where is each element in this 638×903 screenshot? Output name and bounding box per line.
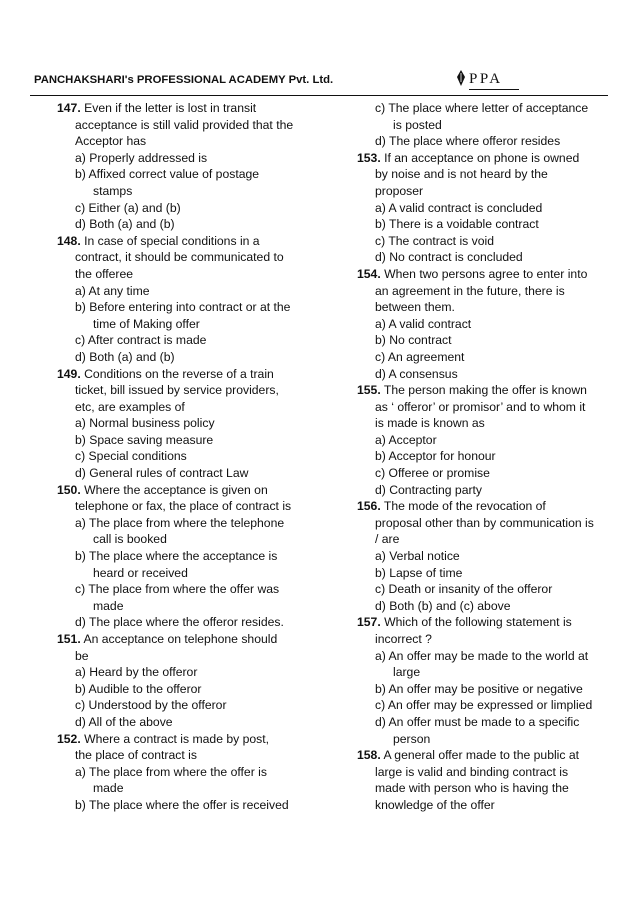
question-text-line: A general offer made to the public at [380,748,580,763]
question-text-line: by noise and is not heard by the [375,167,548,182]
question-text-line: ticket, bill issued by service providers, [75,383,279,398]
answer-option: c) The place from where the offer was [75,582,280,597]
question-text-line: The person making the offer is known [380,383,587,398]
question-number: 152. [57,731,81,746]
answer-option: d) The place where the offeror resides. [75,615,284,630]
question-text-line: the place of contract is [75,748,197,763]
question-number: 147. [57,101,81,115]
question-text [357,614,612,631]
question-147 [57,100,317,150]
question-text [57,731,317,748]
answer-option: time of Making offer [93,316,200,331]
answer-option: c) Special conditions [75,449,187,464]
question-number: 156. [357,499,381,514]
answer-option: a) An offer may be made to the world at [375,648,589,663]
answer-option: stamps [93,183,133,198]
question-text-line: When two persons agree to enter into [380,266,588,281]
answer-option: d) A consensus [375,366,458,381]
answer-option: c) Either (a) and (b) [75,200,181,215]
header-divider [30,95,608,96]
question-text-line: as ‘ offeror’ or promisor’ and to whom it [375,399,586,414]
question-text-line: Where a contract is made by post, [80,731,270,746]
question-152 [57,731,317,764]
answer-option: a) A valid contract [375,316,472,331]
answer-option: b) Before entering into contract or at the [75,300,291,315]
answer-option: is posted [393,117,442,132]
answer-option: d) Both (b) and (c) above [375,598,511,613]
question-text-line: The mode of the revocation of [380,499,546,514]
answer-option: b) Space saving measure [75,432,214,447]
question-text-line: In case of special conditions in a [80,233,260,248]
question-text-line: / are [375,532,400,547]
question-text-line: is made is known as [375,416,485,431]
answer-option: a) Verbal notice [375,549,460,564]
answer-option: a) Properly addressed is [75,150,208,165]
question-156 [357,498,612,548]
question-text-line: contract, it should be communicated to [75,250,284,265]
answer-option: c) Offeree or promise [375,466,490,481]
question-157 [357,614,612,647]
answer-option: b) Audible to the offeror [75,681,202,696]
question-text-line: An acceptance on telephone should [80,632,278,646]
question-number: 149. [57,366,81,381]
answer-option: large [393,665,421,680]
question-text-line: Even if the letter is lost in transit [80,101,257,115]
question-text [57,366,317,383]
page-header [30,66,610,94]
answer-option: c) An offer may be expressed or limplied [375,698,593,713]
question-text-line: large is valid and binding contract is [375,764,569,779]
left-question-column [57,100,317,814]
question-text-line: knowledge of the offer [375,797,495,812]
logo-text: PPA [469,71,503,87]
answer-option: c) An agreement [375,349,465,364]
question-text [357,150,612,167]
question-text [57,233,317,250]
question-148 [57,233,317,283]
question-text-line: made with person who is having the [375,781,569,796]
question-number: 155. [357,383,381,398]
question-153 [357,150,612,200]
question-text-line: the offeree [75,266,134,281]
answer-option: b) The place where the offer is received [75,797,289,812]
organization-name: PANCHAKSHARI's PROFESSIONAL ACADEMY Pvt. Ltd. [34,74,334,86]
question-text [57,482,317,499]
question-text-line: Acceptor has [75,134,147,149]
question-158 [357,747,612,813]
question-text-line: Which of the following statement is [380,615,572,630]
right-question-column [357,100,612,814]
answer-option: c) The contract is void [375,233,494,248]
answer-option: d) The place where offeror resides [375,134,561,149]
question-number: 158. [357,748,381,763]
answer-option: d) Both (a) and (b) [75,217,175,232]
answer-option: d) All of the above [75,714,173,729]
answer-option: c) The place where letter of acceptance [375,101,589,115]
answer-option: b) Affixed correct value of postage [75,167,260,182]
answer-option: b) Acceptor for honour [375,449,496,464]
question-154 [357,266,612,316]
question-150 [57,482,317,515]
question-text-line: Where the acceptance is given on [80,482,268,497]
answer-option: b) No contract [375,333,452,348]
question-text [57,100,317,117]
answer-option: a) A valid contract is concluded [375,200,543,215]
answer-option: a) Heard by the offeror [75,665,198,680]
answer-option: d) No contract is concluded [375,250,523,265]
question-text-line: proposal other than by communication is [375,515,594,530]
question-text-line: proposer [375,183,424,198]
question-number: 151. [57,632,81,646]
answer-option: a) Acceptor [375,432,437,447]
answer-option: d) Contracting party [375,482,483,497]
answer-option: heard or received [93,565,188,580]
ppa-logo [456,70,536,88]
pen-nib-icon [456,70,466,86]
question-text-line: acceptance is still valid provided that the [75,117,294,132]
answer-option: made [93,598,124,613]
answer-option: person [393,731,431,746]
question-text [357,266,612,283]
answer-option: a) The place from where the offer is [75,764,267,779]
answer-option: c) After contract is made [75,333,207,348]
question-151 [57,631,317,664]
answer-option: call is booked [93,532,167,547]
answer-option: d) Both (a) and (b) [75,349,175,364]
answer-option: b) An offer may be positive or negative [375,681,583,696]
question-text-line: etc, are examples of [75,399,185,414]
question-number: 154. [357,266,381,281]
answer-option: c) Understood by the offeror [75,698,227,713]
question-text [57,631,317,648]
question-text [357,498,612,515]
question-155 [357,382,612,432]
question-number: 148. [57,233,81,248]
question-text-line: an agreement in the future, there is [375,283,565,298]
question-number: 153. [357,150,381,165]
question-text [357,747,612,764]
question-number: 150. [57,482,81,497]
question-number: 157. [357,615,381,630]
question-text-line: Conditions on the reverse of a train [80,366,274,381]
question-text-line: be [75,648,89,663]
answer-option: a) At any time [75,283,150,298]
question-149 [57,366,317,416]
question-text-line: If an acceptance on phone is owned [380,150,580,165]
question-text-line: incorrect ? [375,632,432,646]
question-text [357,382,612,399]
answer-option: a) The place from where the telephone [75,515,285,530]
answer-option: a) Normal business policy [75,416,215,431]
answer-option: d) General rules of contract Law [75,466,249,481]
question-text-line: between them. [375,300,455,315]
logo-underline [469,89,519,90]
answer-option: made [93,781,124,796]
answer-option: c) Death or insanity of the offeror [375,582,553,597]
answer-option: d) An offer must be made to a specific [375,714,580,729]
answer-option: b) There is a voidable contract [375,217,539,232]
answer-option: b) Lapse of time [375,565,463,580]
question-text-line: telephone or fax, the place of contract is [75,499,292,514]
answer-option: b) The place where the acceptance is [75,549,278,564]
